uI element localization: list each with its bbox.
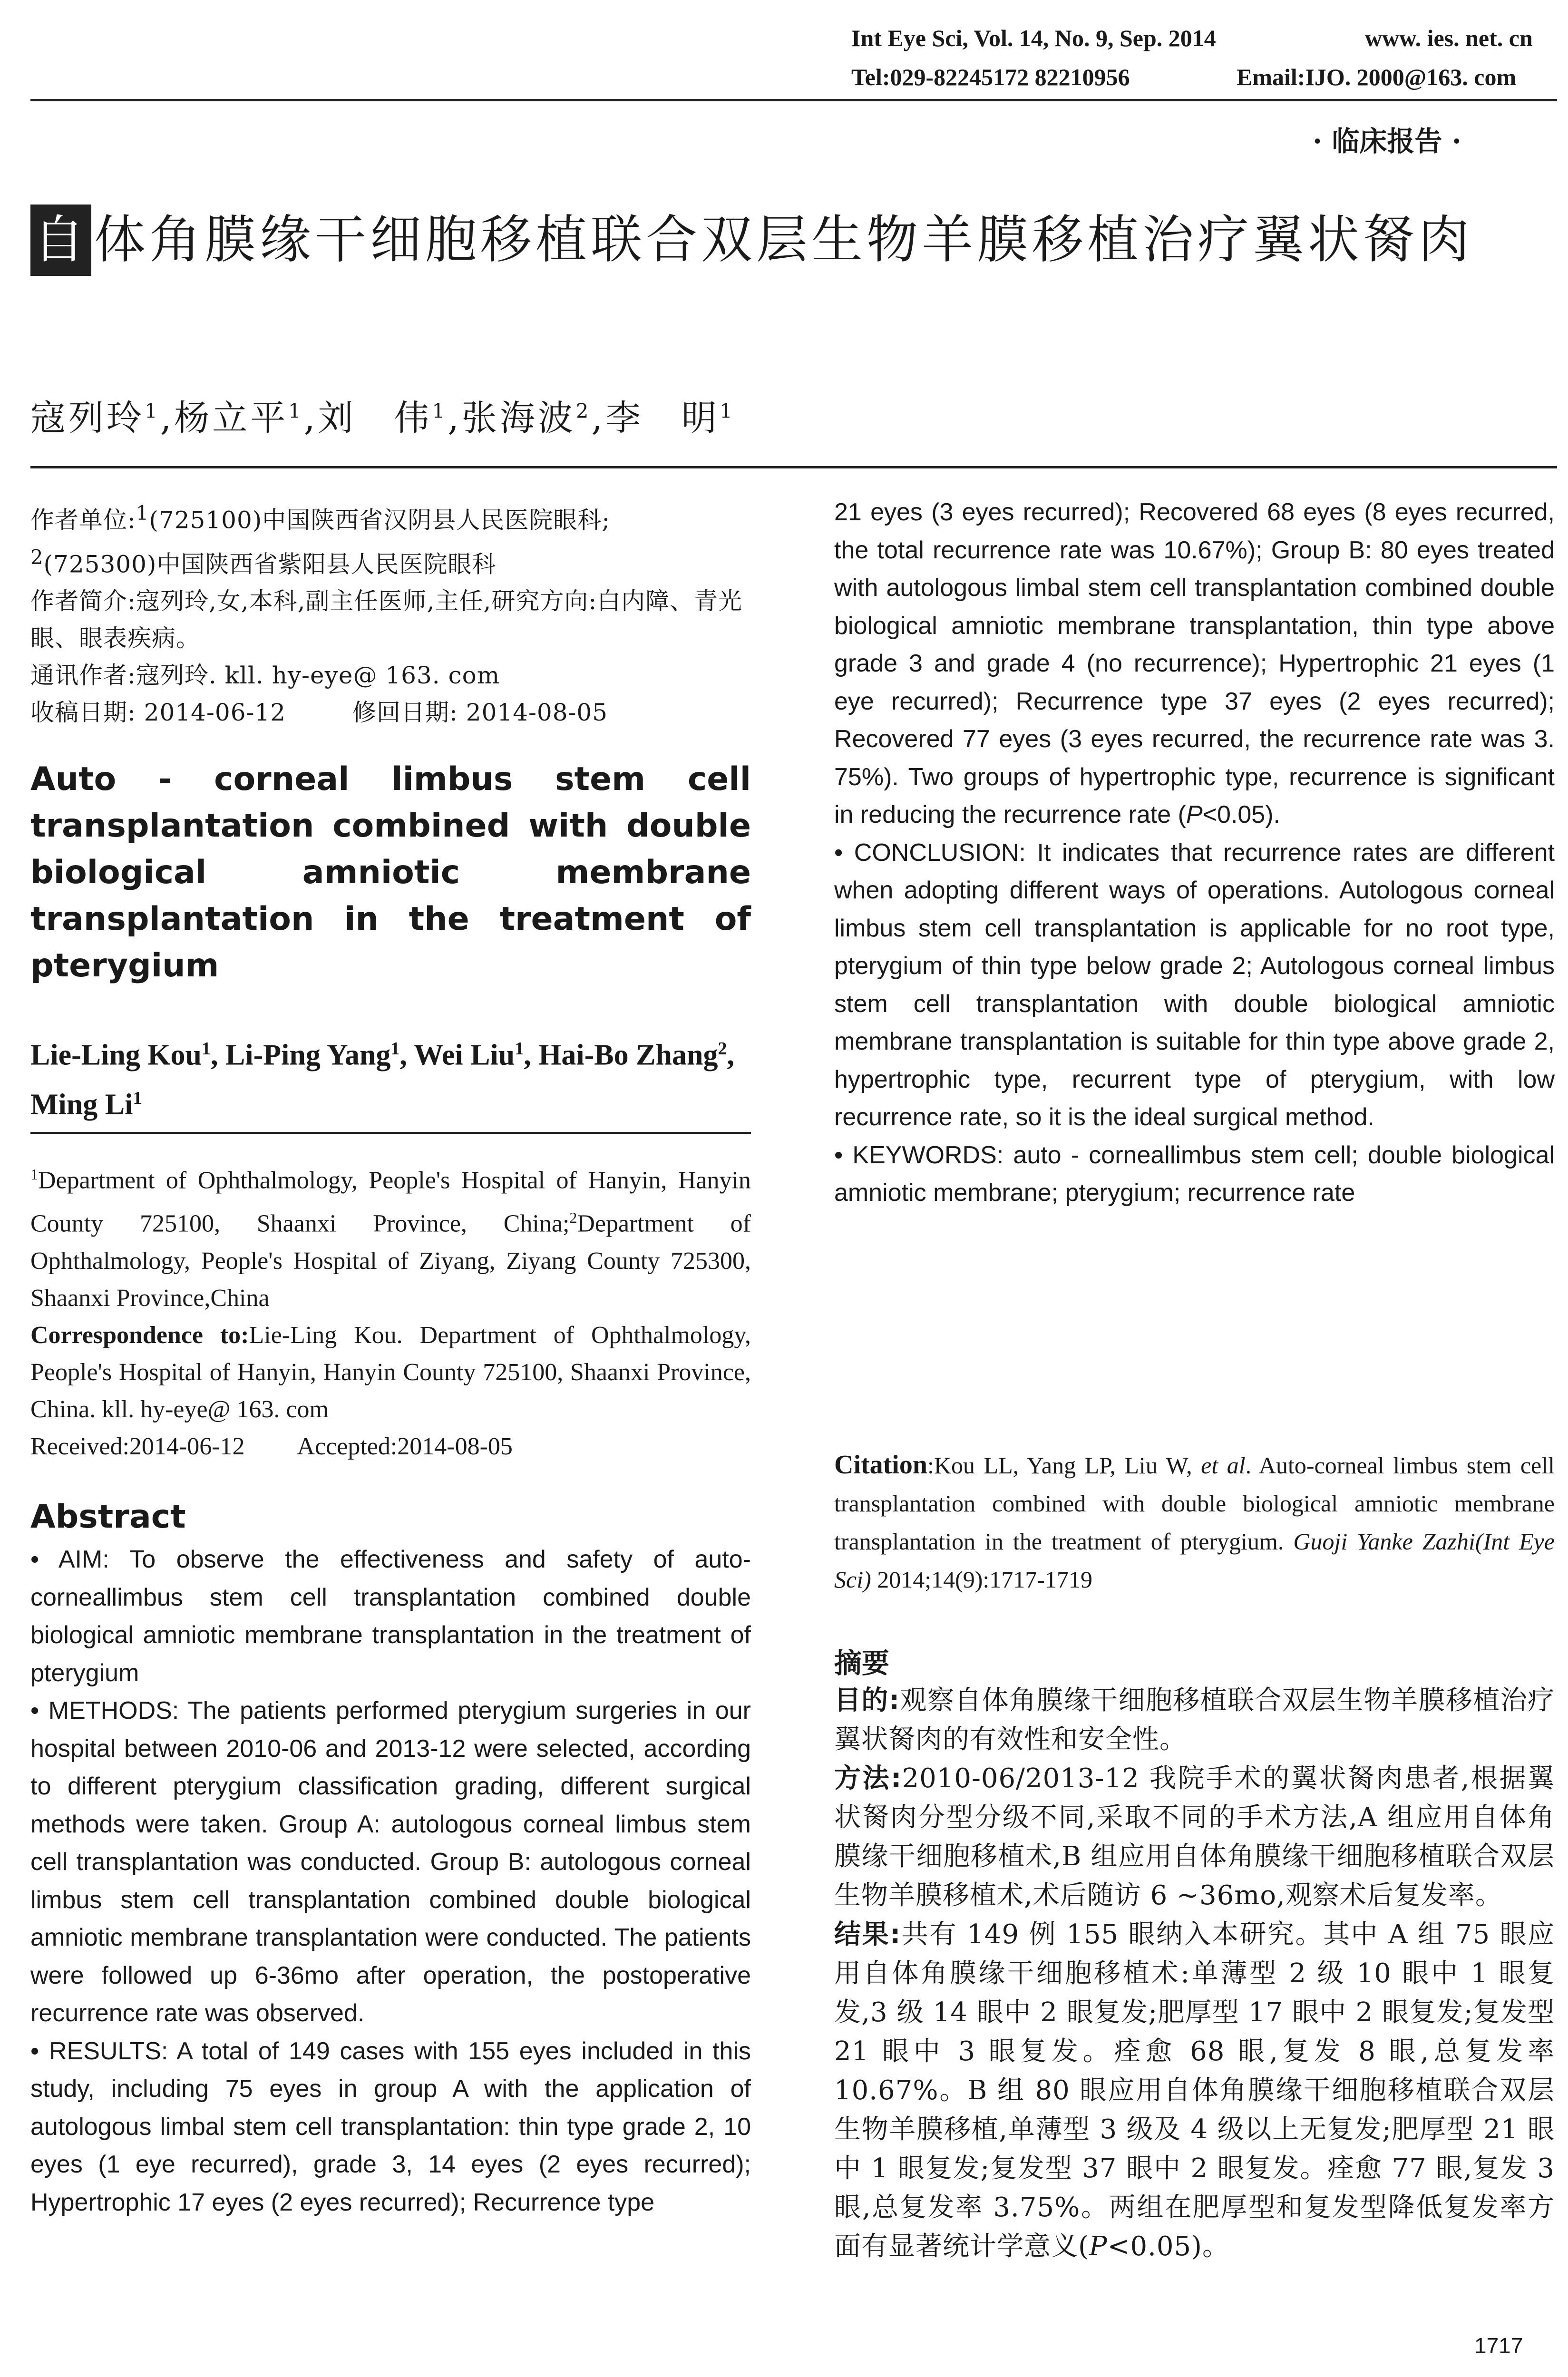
author-sup: 1 — [515, 1039, 524, 1059]
journal-info: Int Eye Sci, Vol. 14, No. 9, Sep. 2014 — [851, 25, 1216, 51]
author-sup: 1 — [432, 399, 448, 423]
affil-sup: 1 — [30, 1166, 38, 1183]
citation-text: :Kou LL, Yang LP, Liu W, — [927, 1452, 1192, 1479]
author-cn: 刘 伟 — [318, 398, 432, 438]
unit-sup: 2 — [30, 545, 44, 569]
cn-methods: 2010-06/2013-12 我院手术的翼状胬肉患者,根据翼状胬肉分型分级不同,采取不同的手术方法,A 组应用自体角膜缘干细胞移植术,B 组应用自体角膜缘干细胞移植联合双层生物羊膜移植术,术后随访 6 ~36mo,观察术后复发率。 — [834, 1763, 1555, 1911]
header-divider — [30, 99, 1557, 101]
author-cn: 李 明 — [605, 398, 720, 438]
author-sup: 1 — [390, 1039, 400, 1059]
p-rest: <0.05). — [1202, 801, 1280, 828]
abstract-results-a: • RESULTS: A total of 149 cases with 155 eyes included in this study, including 75 eyes in group A with the application of autologous limbal stem cell transplantation: thin type grade 2, 10 eyes (1 eye recurred), grade 3, 14 eyes (2 eyes recurred); Hypertrophic 17 eyes (2 eyes recurred); Recurrence type — [30, 2037, 751, 2216]
author-cn: 寇列玲 — [30, 398, 145, 438]
paper-title-en: Auto - corneal limbus stem cell transplantation combined with double biological amniotic membrane transplantation in the treatment of pterygium — [30, 760, 751, 984]
unit-sup: 1 — [136, 501, 149, 525]
cn-author-info — [30, 495, 751, 731]
title-first-char: 自 — [30, 205, 91, 276]
author-en: Ming Li — [30, 1088, 133, 1121]
abstract-conclusion: • CONCLUSION: It indicates that recurrence rates are different when adopting different ways of operations. Autologous corneal limbus stem cell transplantation is applicable for no root type, pterygium of thin type below grade 2; Autologous corneal limbus stem cell transplantation with double biological amniotic membrane transplantation is suitable for thin type above grade 2, hypertrophic type, recurrent type of pterygium, with low recurrence rate, so it is the ideal surgical method. — [834, 838, 1555, 1131]
correspondence-cn: 通讯作者:寇列玲. kll. hy-eye@ 163. com — [30, 662, 500, 690]
cn-aim: 观察自体角膜缘干细胞移植联合双层生物羊膜移植治疗翼状胬肉的有效性和安全性。 — [834, 1685, 1555, 1755]
p-rest: <0.05)。 — [1107, 2231, 1230, 2262]
p-symbol: P — [1186, 801, 1203, 828]
abstract-right — [834, 494, 1555, 1212]
abstract-methods: • METHODS: The patients performed pterygium surgeries in our hospital between 2010-06 and 2013-12 were selected, according to different pterygium classification grading, different surgical methods were taken. Group A: autologous corneal limbus stem cell transplantation was conducted. Group B: autologous corneal limbus stem cell transplantation combined double biological amniotic membrane transplantation were conducted. The patients were followed up 6-36mo after operation, the postoperative recurrence rate was observed. — [30, 1697, 751, 2027]
citation-text: . Auto-corneal limbus stem cell transplantation combined with double biological amniotic membrane transplantation in the treatment of pterygium. — [834, 1452, 1555, 1555]
paper-title-cn — [30, 205, 1552, 276]
authors-divider — [30, 466, 1557, 468]
affil-sup: 2 — [569, 1209, 577, 1227]
author-sup: 1 — [202, 1039, 211, 1059]
author-sup: 1 — [133, 1088, 142, 1108]
correspondence-label: Correspondence to: — [30, 1321, 249, 1349]
journal-website[interactable]: www. ies. net. cn — [1365, 25, 1533, 51]
received-cn: 收稿日期: 2014-06-12 — [30, 699, 286, 727]
author-en: Hai-Bo Zhang — [538, 1039, 718, 1072]
accepted-en: Accepted:2014-08-05 — [297, 1432, 513, 1460]
authors-cn: 寇列玲$^1$,杨立平$^1$,刘 伟$^1$,张海波$^2$,李 明$^1$ — [30, 398, 735, 438]
cn-abstract-heading: 摘要 — [834, 1647, 890, 1679]
affil-divider — [30, 1132, 751, 1134]
section-label: · 临床报告 · — [1313, 125, 1461, 157]
affil-2: Department of Ophthalmology, People's Hospital of Ziyang, Ziyang County 725300, Shaanxi Province,China — [30, 1210, 751, 1312]
unit-2: (725300)中国陕西省紫阳县人民医院眼科 — [43, 550, 497, 578]
abstract-heading: Abstract — [30, 1498, 186, 1536]
author-sup: 2 — [575, 399, 592, 423]
cn-results: 共有 149 例 155 眼纳入本研究。其中 A 组 75 眼应用自体角膜缘干细胞移植术:单薄型 2 级 10 眼中 1 眼复发,3 级 14 眼中 2 眼复发;肥厚型 17 眼中 2 眼复发;复发型 21 眼中 3 眼复发。痊愈 68 眼,复发 8 眼,总复发率 10.67%。B 组 80 眼应用自体角膜缘干细胞移植联合双层生物羊膜移植,单薄型 3 级及 4 级以上无复发;肥厚型 21 眼中 1 眼复发;复发型 37 眼中 2 眼复发。痊愈 77 眼,复发 3 眼,总复发率 3.75%。两组在肥厚型和复发型降低复发率方面有显著统计学意义( — [834, 1919, 1555, 2262]
cn-abstract — [834, 1681, 1555, 2266]
author-sup: 2 — [718, 1039, 727, 1059]
revised-cn: 修回日期: 2014-08-05 — [352, 699, 608, 727]
author-cn: 杨立平 — [174, 398, 289, 438]
affiliations-en — [30, 1156, 751, 1465]
cn-results-label: 结果: — [834, 1919, 901, 1950]
citation-journal: Guoji Yanke Zazhi — [1293, 1528, 1475, 1555]
citation-label: Citation — [834, 1450, 927, 1480]
abstract-aim: • AIM: To observe the effectiveness and safety of auto-corneallimbus stem cell transplantation combined double biological amniotic membrane transplantation in the treatment of pterygium — [30, 1546, 751, 1687]
title-rest: 体角膜缘干细胞移植联合双层生物羊膜移植治疗翼状胬肉 — [94, 210, 1474, 270]
p-symbol: P — [1089, 2231, 1108, 2262]
cn-methods-label: 方法: — [834, 1763, 902, 1794]
abstract-results-b: 21 eyes (3 eyes recurred); Recovered 68 eyes (8 eyes recurred, the total recurrence rate was 10.67%); Group B: 80 eyes treated with autologous limbal stem cell transplantation combined double biological amniotic membrane transplantation, thin type above grade 3 and grade 4 (no recurrence); Hypertrophic 21 eyes (1 eye recurred); Recurrence type 37 eyes (2 eyes recurred); Recovered 77 eyes (3 eyes recurred, the recurrence rate was 3. 75%). Two groups of hypertrophic type, recurrence is significant in reducing the recurrence rate ( — [834, 498, 1555, 828]
author-en: Li-Ping Yang — [225, 1039, 391, 1072]
page-number: 1717 — [1474, 2333, 1523, 2358]
journal-email[interactable]: Email:IJO. 2000@163. com — [1237, 64, 1517, 90]
correspondence-en: Lie-Ling Kou. Department of Ophthalmology, People's Hospital of Hanyin, Hanyin County 725100, Shaanxi Province, China. kll. hy-eye@ 163. com — [30, 1321, 751, 1423]
author-cn: 张海波 — [461, 398, 576, 438]
citation-etal: et al — [1201, 1452, 1246, 1479]
author-sup: 1 — [720, 399, 735, 423]
author-en: Lie-Ling Kou — [30, 1039, 202, 1072]
unit-label: 作者单位: — [30, 506, 136, 534]
affil-1: Department of Ophthalmology, People's Hospital of Hanyin, Hanyin County 725100, Shaanxi Province, China; — [30, 1167, 751, 1237]
author-en: Wei Liu — [414, 1039, 515, 1072]
author-sup: 1 — [288, 399, 304, 423]
cn-aim-label: 目的: — [834, 1685, 900, 1716]
abstract-keywords: • KEYWORDS: auto - corneallimbus stem cell; double biological amniotic membrane; pterygium; recurrence rate — [834, 1141, 1555, 1207]
citation-journal-en: (Int Eye Sci) — [834, 1528, 1555, 1593]
citation-year: 2014;14(9):1717-1719 — [877, 1566, 1092, 1593]
unit-1: (725100)中国陕西省汉阴县人民医院眼科; — [149, 506, 611, 534]
author-sup: 1 — [145, 399, 160, 423]
citation — [834, 1446, 1555, 1598]
author-bio: 作者简介:寇列玲,女,本科,副主任医师,主任,研究方向:白内障、青光眼、眼表疾病。 — [30, 587, 743, 653]
received-en: Received:2014-06-12 — [30, 1432, 245, 1460]
abstract-left — [30, 1541, 751, 2221]
journal-tel: Tel:029-82245172 82210956 — [851, 64, 1130, 90]
authors-en: Lie-Ling Kou$^1$, Li-Ping Yang$^1$, Wei Liu$^1$, Hai-Bo Zhang$^2$, Ming Li$^1$ — [30, 1039, 734, 1121]
